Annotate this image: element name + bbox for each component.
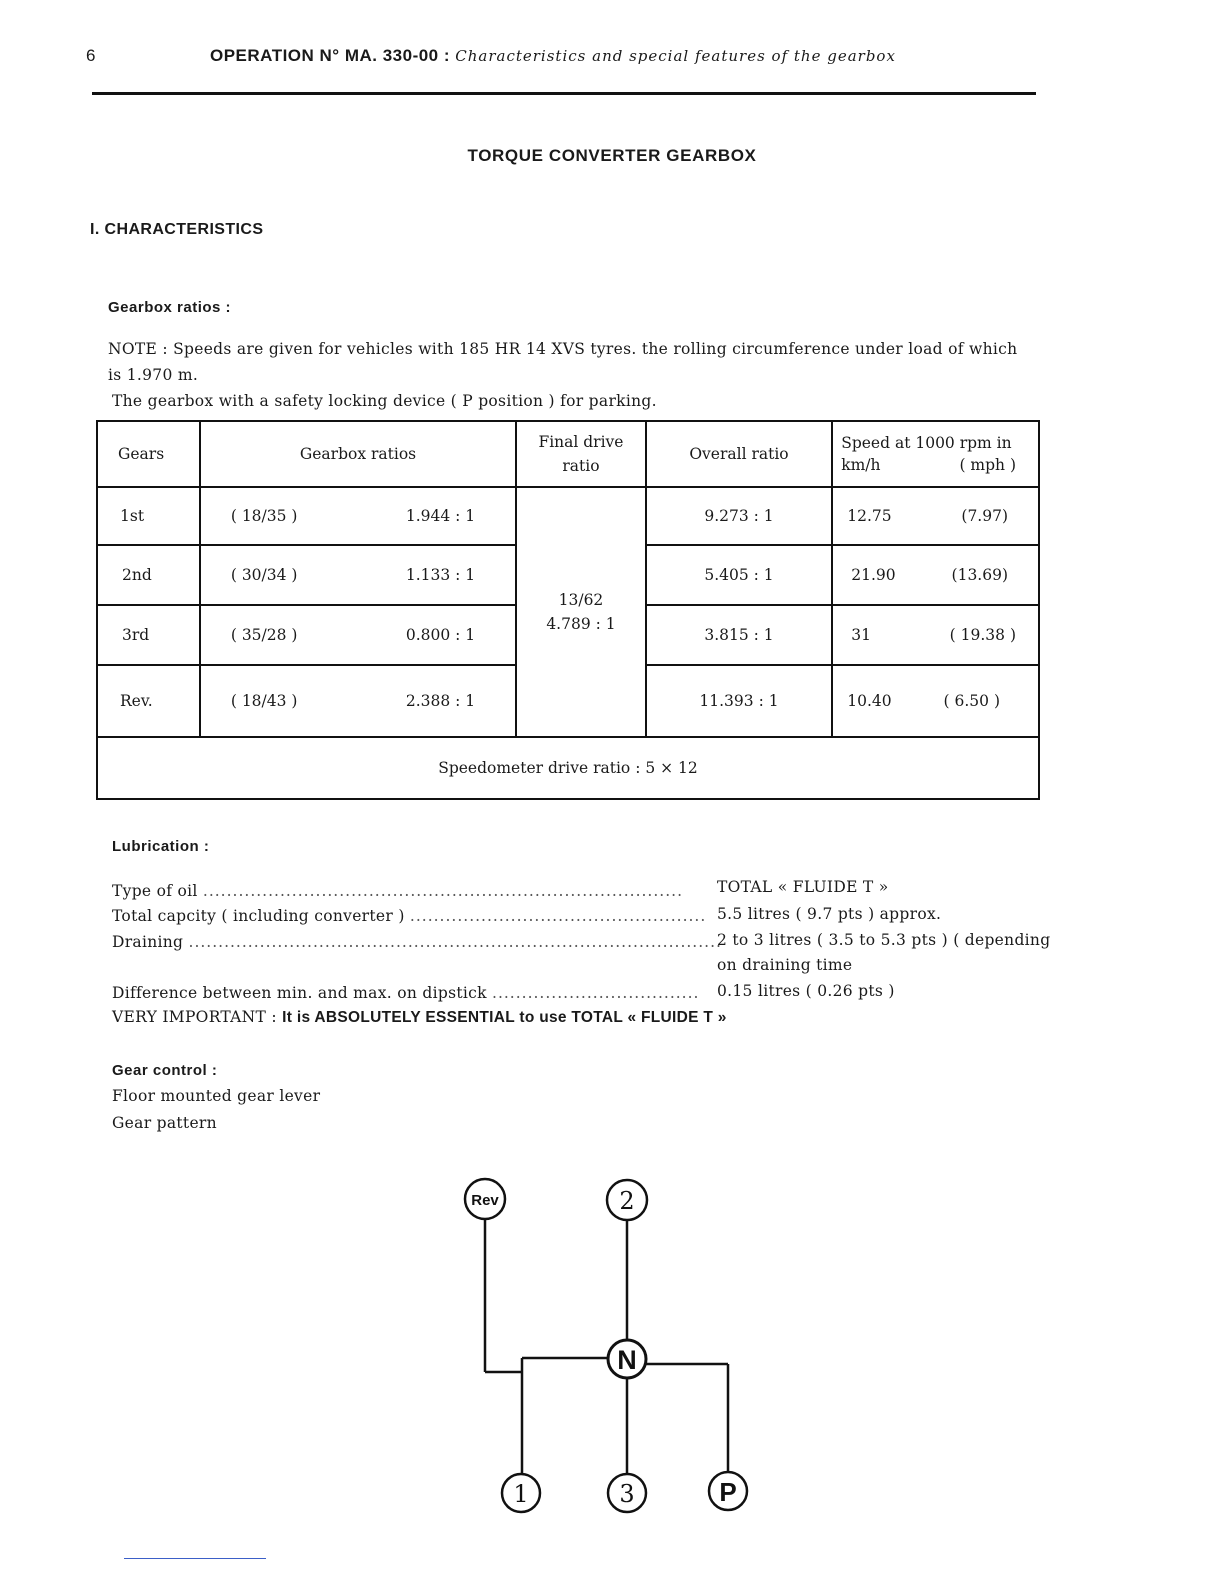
lubrication-heading: Lubrication : (112, 838, 210, 855)
final-drive-teeth: 13/62 (558, 591, 604, 609)
lubrication-label: Total capcity ( including converter ) (112, 907, 405, 925)
ratio-value: 1.133 : 1 (405, 566, 476, 584)
gear-cell: 3rd (97, 605, 200, 665)
lubrication-label: Type of oil (112, 882, 198, 900)
rev-position (465, 1179, 505, 1219)
gear-control-line-2: Gear pattern (112, 1114, 217, 1132)
overall-cell: 3.815 : 1 (646, 605, 832, 665)
overall-cell: 11.393 : 1 (646, 665, 832, 737)
teeth-value: ( 35/28 ) (230, 626, 298, 644)
speed-mph: ( 19.38 ) (949, 626, 1016, 644)
lubrication-label: Difference between min. and max. on dipstick (112, 984, 487, 1002)
speed-kmh: 12.75 (847, 507, 892, 525)
operation-number: OPERATION N° MA. 330-00 : (210, 46, 451, 65)
footer-rule (124, 1558, 266, 1559)
speed-mph: (7.97) (961, 507, 1008, 525)
header-final-drive-line2: ratio (562, 457, 600, 475)
lubrication-value: 2 to 3 litres ( 3.5 to 5.3 pts ) ( depending (717, 931, 1051, 949)
lubrication-value: TOTAL « FLUIDE T » (717, 878, 889, 896)
lubrication-label: Draining (112, 933, 184, 951)
speed-kmh: 31 (851, 626, 871, 644)
header-gears: Gears (97, 421, 200, 487)
speed-kmh: 10.40 (847, 692, 892, 710)
park-position (709, 1472, 747, 1510)
section-heading: I. CHARACTERISTICS (90, 221, 264, 238)
leader-dots: ................................... (492, 984, 700, 1002)
ratio-value: 1.944 : 1 (405, 507, 476, 525)
gear-control-line-1: Floor mounted gear lever (112, 1087, 321, 1105)
neutral-label: N (617, 1345, 637, 1375)
third-position (608, 1474, 646, 1512)
first-label: 1 (513, 1480, 529, 1508)
leader-dots: .................................................. (409, 907, 707, 925)
neutral-position (608, 1340, 646, 1378)
header-speed-line1: Speed at 1000 rpm in (841, 434, 1012, 452)
gear-pattern-lines (485, 1220, 728, 1474)
speed-mph: ( 6.50 ) (943, 692, 1000, 710)
leader-dots: ................................................................................. (202, 882, 683, 900)
header-speed-mph: ( mph ) (959, 456, 1016, 474)
speedometer-ratio: Speedometer drive ratio : 5 × 12 (97, 737, 1039, 799)
gear-cell: Rev. (97, 665, 200, 737)
page-title: TORQUE CONVERTER GEARBOX (467, 146, 757, 165)
lubrication-value: 0.15 litres ( 0.26 pts ) (717, 982, 895, 1000)
overall-cell: 5.405 : 1 (646, 545, 832, 605)
header-gearbox-ratios: Gearbox ratios (200, 421, 516, 487)
leader-dots: .......................................................................................... (188, 933, 722, 951)
teeth-value: ( 18/43 ) (230, 692, 298, 710)
header-final-drive-line1: Final drive (538, 433, 624, 451)
teeth-value: ( 30/34 ) (230, 566, 298, 584)
park-label: P (719, 1477, 737, 1507)
ratio-value: 2.388 : 1 (405, 692, 476, 710)
second-position (607, 1180, 647, 1220)
important-text: It is ABSOLUTELY ESSENTIAL to use TOTAL « FLUIDE T » (282, 1009, 727, 1026)
gear-control-heading: Gear control : (112, 1062, 218, 1079)
overall-cell: 9.273 : 1 (646, 487, 832, 545)
speed-kmh: 21.90 (851, 566, 896, 584)
first-position (502, 1474, 540, 1512)
header-subtitle: Characteristics and special features of the gearbox (455, 47, 896, 65)
gear-cell: 2nd (97, 545, 200, 605)
gearbox-ratios-heading: Gearbox ratios : (108, 299, 232, 316)
note-line-1: NOTE : Speeds are given for vehicles with 185 HR 14 XVS tyres. the rolling circumference under load of which (108, 340, 1018, 358)
second-label: 2 (619, 1187, 635, 1215)
note-line-2: is 1.970 m. (108, 366, 199, 384)
ratio-value: 0.800 : 1 (405, 626, 476, 644)
teeth-value: ( 18/35 ) (230, 507, 298, 525)
speed-mph: (13.69) (951, 566, 1008, 584)
important-prefix: VERY IMPORTANT : (112, 1008, 277, 1026)
page-number: 6 (86, 46, 96, 65)
final-drive-ratio: 4.789 : 1 (546, 615, 616, 633)
third-label: 3 (619, 1480, 635, 1508)
gear-cell: 1st (97, 487, 200, 545)
header-speed-kmh: km/h (841, 456, 881, 474)
header-overall-ratio: Overall ratio (646, 421, 832, 487)
lubrication-value: 5.5 litres ( 9.7 pts ) approx. (717, 905, 942, 923)
note-line-3: The gearbox with a safety locking device ( P position ) for parking. (112, 392, 657, 410)
rev-label: Rev (471, 1192, 499, 1209)
lubrication-value-continued: on draining time (717, 956, 853, 974)
